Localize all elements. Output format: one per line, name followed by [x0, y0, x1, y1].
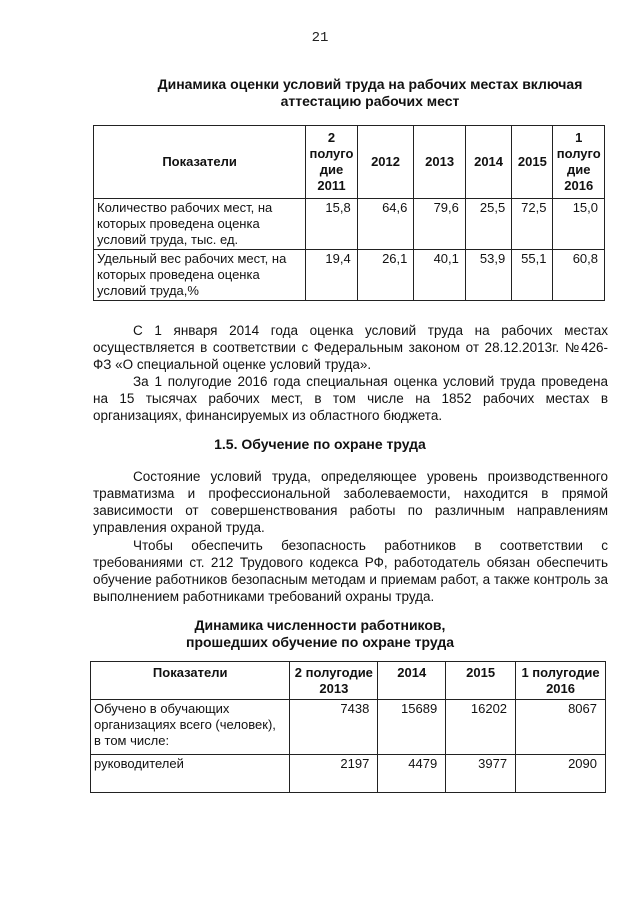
column-header: 2015 [512, 126, 553, 199]
table-cell: 15689 [378, 700, 446, 755]
table-cell: 25,5 [465, 199, 511, 250]
paragraph [93, 373, 608, 424]
paragraph-text: Состояние условий труда, определяющее уровень производственного травматизма и профессиональной заболеваемости, находится в прямой зависимости от совершенствования работы по различным направлениям управления охраной труда. [93, 469, 608, 535]
table-cell: 79,6 [414, 199, 466, 250]
table1-title [140, 76, 600, 110]
table-cell: 8067 [516, 700, 606, 755]
training-table [90, 661, 606, 793]
column-header: 2 полугодие 2013 [290, 662, 378, 700]
column-header: 2013 [414, 126, 466, 199]
page-number: 21 [311, 30, 329, 46]
table-header-row [91, 662, 606, 700]
row-label: Удельный вес рабочих мест, на которых проведена оценка условий труда,% [94, 250, 306, 301]
table-cell: 55,1 [512, 250, 553, 301]
table-cell: 64,6 [357, 199, 414, 250]
column-header: 1 полуго дие 2016 [553, 126, 605, 199]
table-row [91, 700, 606, 755]
table-cell: 26,1 [357, 250, 414, 301]
table2-title [170, 617, 470, 651]
paragraph-text: Чтобы обеспечить безопасность работников в соответствии с требованиями ст. 212 Трудового кодекса РФ, работодатель обязан обеспечить обучение работников безопасным методам и приемам работ, а также контроль за выполнением работниками требований охраны труда. [93, 538, 608, 604]
table-row [91, 755, 606, 793]
table-row [94, 250, 605, 301]
table1-title-line2: аттестацию рабочих мест [280, 93, 460, 109]
table-header-row [94, 126, 605, 199]
table-cell: 40,1 [414, 250, 466, 301]
table-cell: 53,9 [465, 250, 511, 301]
paragraph [93, 537, 608, 605]
table-cell: 15,0 [553, 199, 605, 250]
table-cell: 7438 [290, 700, 378, 755]
section-heading: 1.5. Обучение по охране труда [214, 436, 426, 452]
row-label: руководителей [91, 755, 290, 793]
assessment-table [93, 125, 605, 301]
table-cell: 60,8 [553, 250, 605, 301]
column-header: 2012 [357, 126, 414, 199]
paragraph [93, 468, 608, 536]
table-row [94, 199, 605, 250]
table-cell: 3977 [446, 755, 516, 793]
column-header: Показатели [94, 126, 306, 199]
column-header: Показатели [91, 662, 290, 700]
table-cell: 15,8 [306, 199, 358, 250]
column-header: 2014 [378, 662, 446, 700]
row-label: Количество рабочих мест, на которых проведена оценка условий труда, тыс. ед. [94, 199, 306, 250]
table2-title-line1: Динамика численности работников, [194, 617, 446, 633]
table2-title-line2: прошедших обучение по охране труда [186, 634, 454, 650]
table-cell: 2090 [516, 755, 606, 793]
table-cell: 16202 [446, 700, 516, 755]
row-label: Обучено в обучающих организациях всего (человек), в том числе: [91, 700, 290, 755]
column-header: 2014 [465, 126, 511, 199]
column-header: 2015 [446, 662, 516, 700]
paragraph-text: С 1 января 2014 года оценка условий труда на рабочих местах осуществляется в соответствии с Федеральным законом от 28.12.2013г. №426-ФЗ «О специальной оценке условий труда». [93, 323, 608, 372]
paragraph [93, 322, 608, 373]
table-cell: 2197 [290, 755, 378, 793]
table-cell: 19,4 [306, 250, 358, 301]
column-header: 1 полугодие 2016 [516, 662, 606, 700]
column-header: 2 полуго дие 2011 [306, 126, 358, 199]
table1-title-line1: Динамика оценки условий труда на рабочих местах включая [157, 76, 583, 92]
table-cell: 72,5 [512, 199, 553, 250]
table-cell: 4479 [378, 755, 446, 793]
paragraph-text: За 1 полугодие 2016 года специальная оценка условий труда проведена на 15 тысячах рабочих мест, в том числе на 1852 рабочих местах в организациях, финансируемых из областного бюджета. [93, 374, 608, 423]
